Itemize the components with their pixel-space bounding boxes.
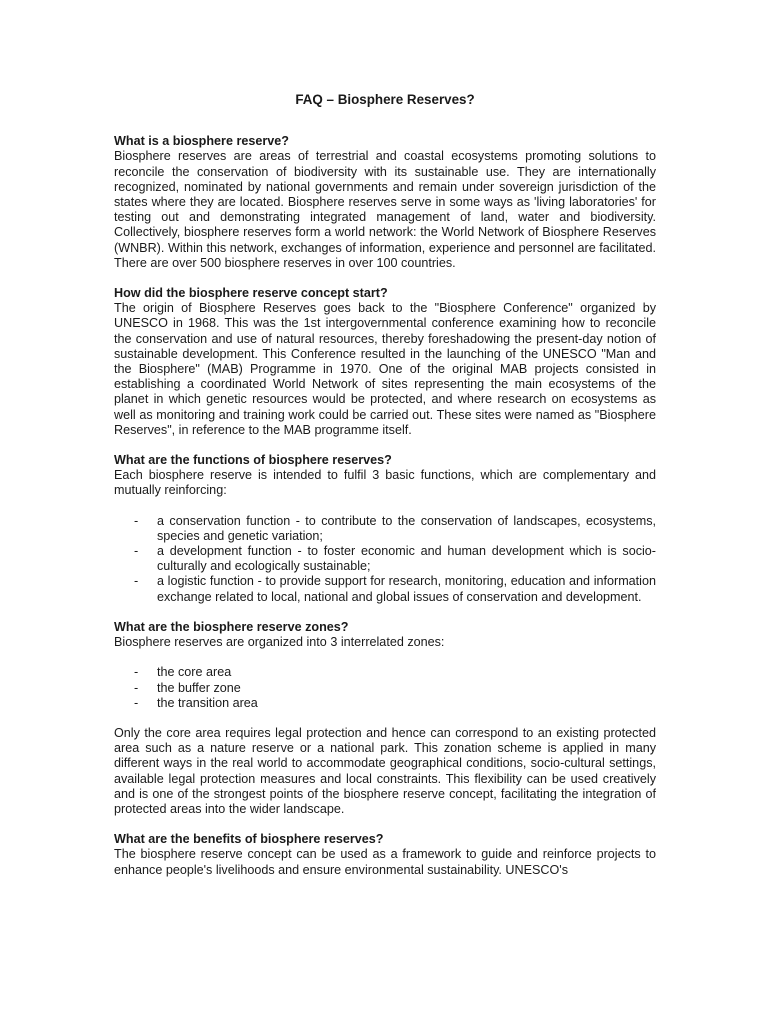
- list-item: [114, 574, 656, 604]
- dash-bullet: -: [134, 544, 139, 559]
- list-item-text: a conservation function - to contribute to the conservation of landscapes, ecosystems, species and genetic variation;: [157, 513, 656, 543]
- spacer: [114, 711, 656, 726]
- list-item-text: the buffer zone: [157, 680, 241, 695]
- answer-paragraph: Only the core area requires legal protection and hence can correspond to an existing protected area such as a nature reserve or a national park. This zonation scheme is applied in many different ways in the real world to accommodate geographical conditions, socio-cultural settings, available legal protection measures and local constraints. This flexibility can be used creatively and is one of the strongest points of the biosphere reserve concept, facilitating the integration of protected areas into the wider landscape.: [114, 725, 656, 816]
- dash-bullet: -: [134, 695, 139, 710]
- list-item: [114, 696, 656, 711]
- faq-section-origin: [114, 286, 656, 438]
- question-heading: What are the benefits of biosphere reserves?: [114, 832, 384, 847]
- list-item: [114, 665, 656, 680]
- list-item-text: the transition area: [157, 695, 258, 710]
- dash-bullet: -: [134, 513, 139, 528]
- answer-paragraph: Biosphere reserves are areas of terrestrial and coastal ecosystems promoting solutions to reconcile the conservation of biodiversity with its sustainable use. They are internationally recognized, nominated by national governments and remain under sovereign jurisdiction of the states where they are located. Biosphere reserves serve in some ways as 'living laboratories' for testing out and demonstrating integrated management of land, water and biodiversity. Collectively, biosphere reserves form a world network: the World Network of Biosphere Reserves (WNBR). Within this network, exchanges of information, experience and personnel are facilitated. There are over 500 biosphere reserves in over 100 countries.: [114, 149, 656, 270]
- dash-bullet: -: [134, 680, 139, 695]
- list-item-text: the core area: [157, 665, 232, 680]
- faq-section-functions: [114, 453, 656, 605]
- document-page: [114, 92, 656, 893]
- answer-paragraph: The biosphere reserve concept can be used as a framework to guide and reinforce projects to enhance people's livelihoods and ensure environmental sustainability. UNESCO's: [114, 847, 656, 877]
- list-item-text: a development function - to foster economic and human development which is socio-culturally and ecologically sustainable;: [157, 544, 656, 574]
- question-heading: What is a biosphere reserve?: [114, 134, 289, 149]
- zones-list: [114, 665, 656, 711]
- functions-list: [114, 514, 656, 605]
- list-item: [114, 681, 656, 696]
- answer-paragraph: The origin of Biosphere Reserves goes back to the "Biosphere Conference" organized by UNESCO in 1968. This was the 1st intergovernmental conference examining how to reconcile the conservation and use of natural resources, thereby foreshadowing the present-day notion of sustainable development. This Conference resulted in the launching of the UNESCO "Man and the Biosphere" (MAB) Programme in 1970. One of the original MAB projects consisted in establishing a coordinated World Network of sites representing the main ecosystems of the planet in which genetic resources would be protected, and where research on ecosystems as well as monitoring and training work could be carried out. These sites were named as "Biosphere Reserves", in reference to the MAB programme itself.: [114, 301, 656, 437]
- question-heading: How did the biosphere reserve concept start?: [114, 286, 388, 301]
- answer-intro: Each biosphere reserve is intended to fulfil 3 basic functions, which are complementary and mutually reinforcing:: [114, 468, 656, 498]
- faq-section-zones: [114, 620, 656, 817]
- dash-bullet: -: [134, 574, 139, 589]
- list-item: [114, 514, 656, 544]
- question-heading: What are the functions of biosphere reserves?: [114, 453, 392, 468]
- faq-section-benefits: [114, 832, 656, 878]
- faq-section-what-is: [114, 134, 656, 271]
- list-item: [114, 544, 656, 574]
- document-title: FAQ – Biosphere Reserves?: [295, 92, 475, 107]
- dash-bullet: -: [134, 665, 139, 680]
- list-item-text: a logistic function - to provide support for research, monitoring, education and information exchange related to local, national and global issues of conservation and development.: [157, 574, 656, 604]
- question-heading: What are the biosphere reserve zones?: [114, 619, 349, 634]
- answer-intro: Biosphere reserves are organized into 3 interrelated zones:: [114, 635, 445, 650]
